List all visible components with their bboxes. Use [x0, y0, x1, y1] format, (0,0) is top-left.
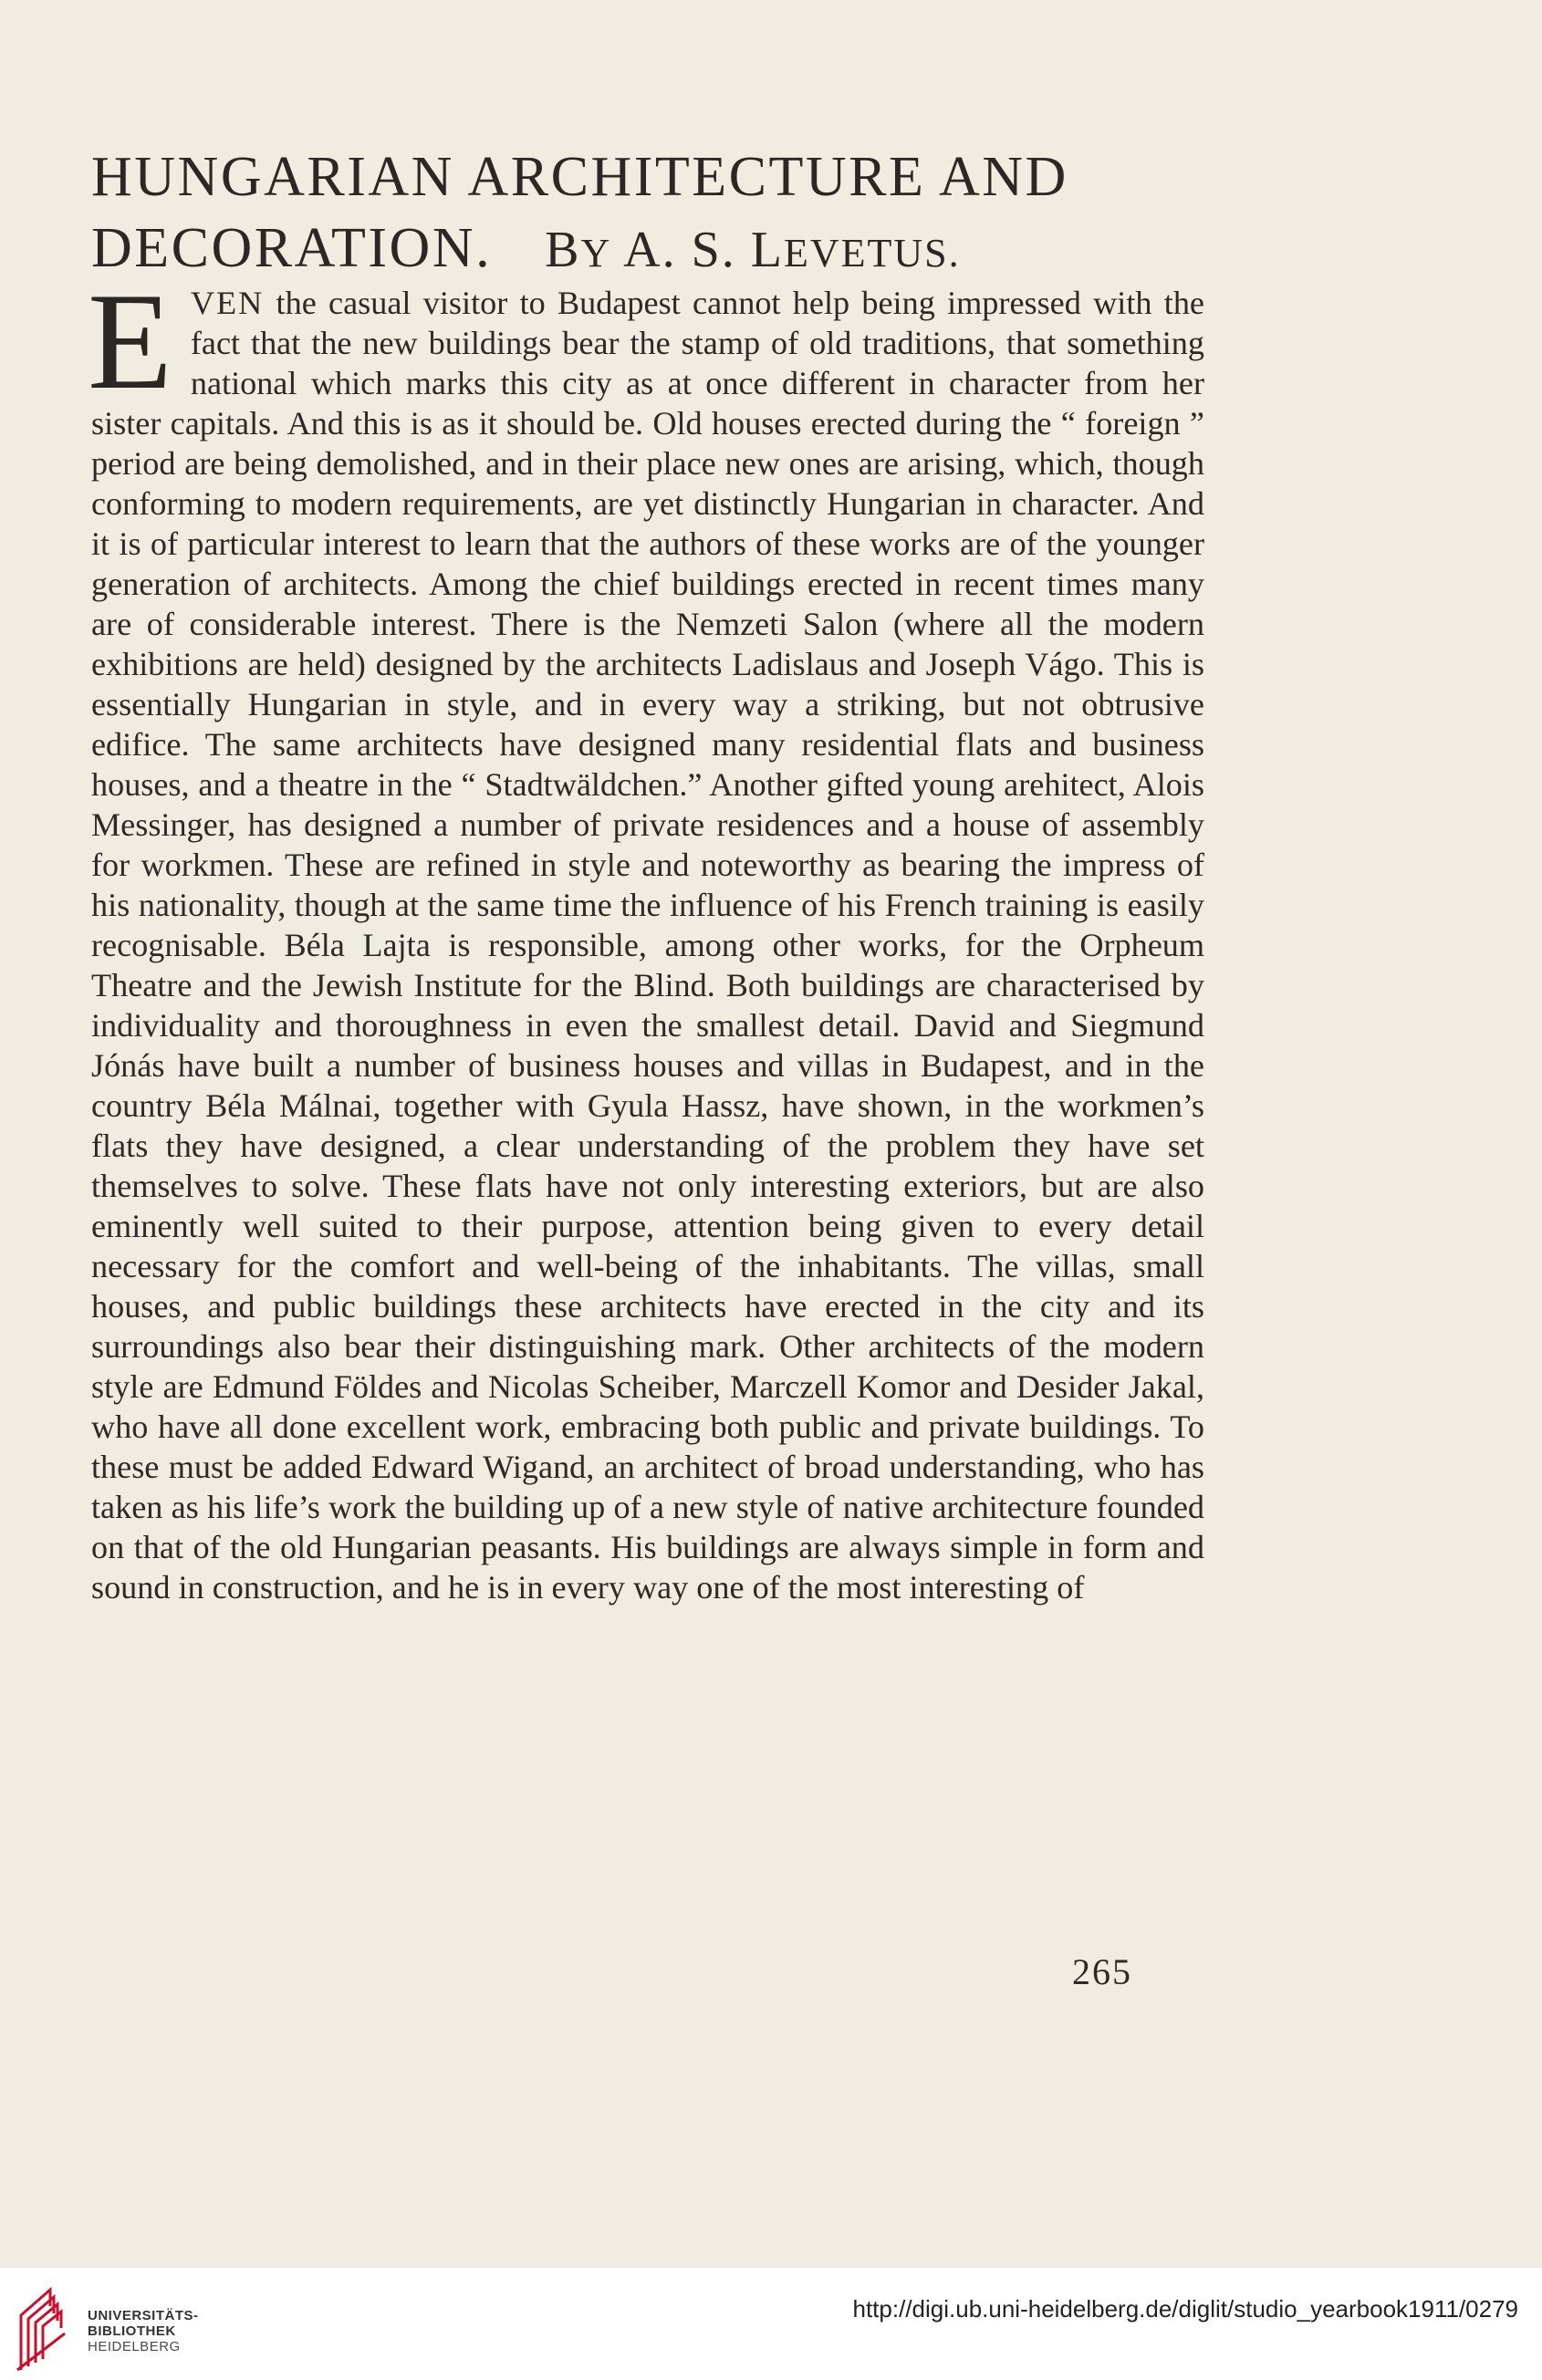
- library-name: [88, 2308, 199, 2354]
- title-line-1: HUNGARIAN ARCHITECTURE AND: [91, 146, 1068, 208]
- body-text: the casual visitor to Budapest cannot help being impressed with the fact that the new buildings bear the stamp of old traditions, that something national which marks this city as at once different in character from her sister capitals. And this is as it should be. Old houses erected during the “ foreign ” period are being demolished, and in their place new ones are arising, which, though conforming to modern requirements, are yet distinctly Hungarian in character. And it is of particular interest to learn that the authors of these works are of the younger generation of architects. Among the chief buildings erected in recent times many are of considerable interest. There is the Nemzeti Salon (where all the modern exhibitions are held) designed by the architects Ladislaus and Joseph Vágo. This is essentially Hungarian in style, and in every way a striking, but not obtrusive edifice. The same architects have designed many residential flats and business houses, and a theatre in the “ Stadtwäldchen.” Another gifted young arehitect, Alois Messinger, has designed a number of private residences and a house of assembly for workmen. These are refined in style and noteworthy as bearing the impress of his nationality, though at the same time the influence of his French training is easily recognisable. Béla Lajta is responsible, among other works, for the Orpheum Theatre and the Jewish Institute for the Blind. Both buildings are characterised by individuality and thoroughness in even the smallest detail. David and Siegmund Jónás have built a number of business houses and villas in Budapest, and in the country Béla Málnai, together with Gyula Hassz, have shown, in the workmen’s flats they have designed, a clear understanding of the problem they have set themselves to solve. These flats have not only interesting exteriors, but are also eminently well suited to their purpose, attention being given to every detail necessary for the comfort and well-being of the inhabitants. The villas, small houses, and public buildings these architects have erected in the city and its surroundings also bear their distinguishing mark. Other architects of the modern style are Edmund Földes and Nicolas Scheiber, Marczell Komor and Desider Jakal, who have all done excellent work, embracing both public and private buildings. To these must be added Edward Wigand, an architect of broad understanding, who has taken as his life’s work the building up of a new style of native architecture founded on that of the old Hungarian peasants. His buildings are always simple in form and sound in construction, and he is in every way one of the most interesting of: [91, 285, 1204, 1606]
- byline-by-initial: B: [545, 222, 581, 278]
- article-title: [91, 141, 1214, 289]
- article-body: [88, 265, 1204, 1607]
- byline-initials: A. S.: [623, 222, 736, 278]
- byline-by-rest: Y: [580, 231, 612, 275]
- opening-caps: VEN: [190, 285, 265, 321]
- byline-surname-rest: EVETUS.: [783, 231, 961, 275]
- drop-cap: E: [88, 265, 172, 418]
- library-line-1: UNIVERSITÄTS-: [88, 2308, 199, 2323]
- library-line-3: HEIDELBERG: [88, 2339, 181, 2354]
- source-url-link[interactable]: http://digi.ub.uni-heidelberg.de/diglit/studio_yearbook1911/0279: [852, 2295, 1518, 2323]
- heidelberg-library-logo-icon: [14, 2279, 78, 2375]
- footer-bar: [0, 2268, 1542, 2380]
- page-number: 265: [1072, 1951, 1132, 1992]
- title-line-2: DECORATION.: [91, 217, 493, 279]
- byline: [545, 222, 961, 278]
- library-line-2: BIBLIOTHEK: [88, 2323, 176, 2339]
- byline-surname-initial: L: [750, 222, 784, 278]
